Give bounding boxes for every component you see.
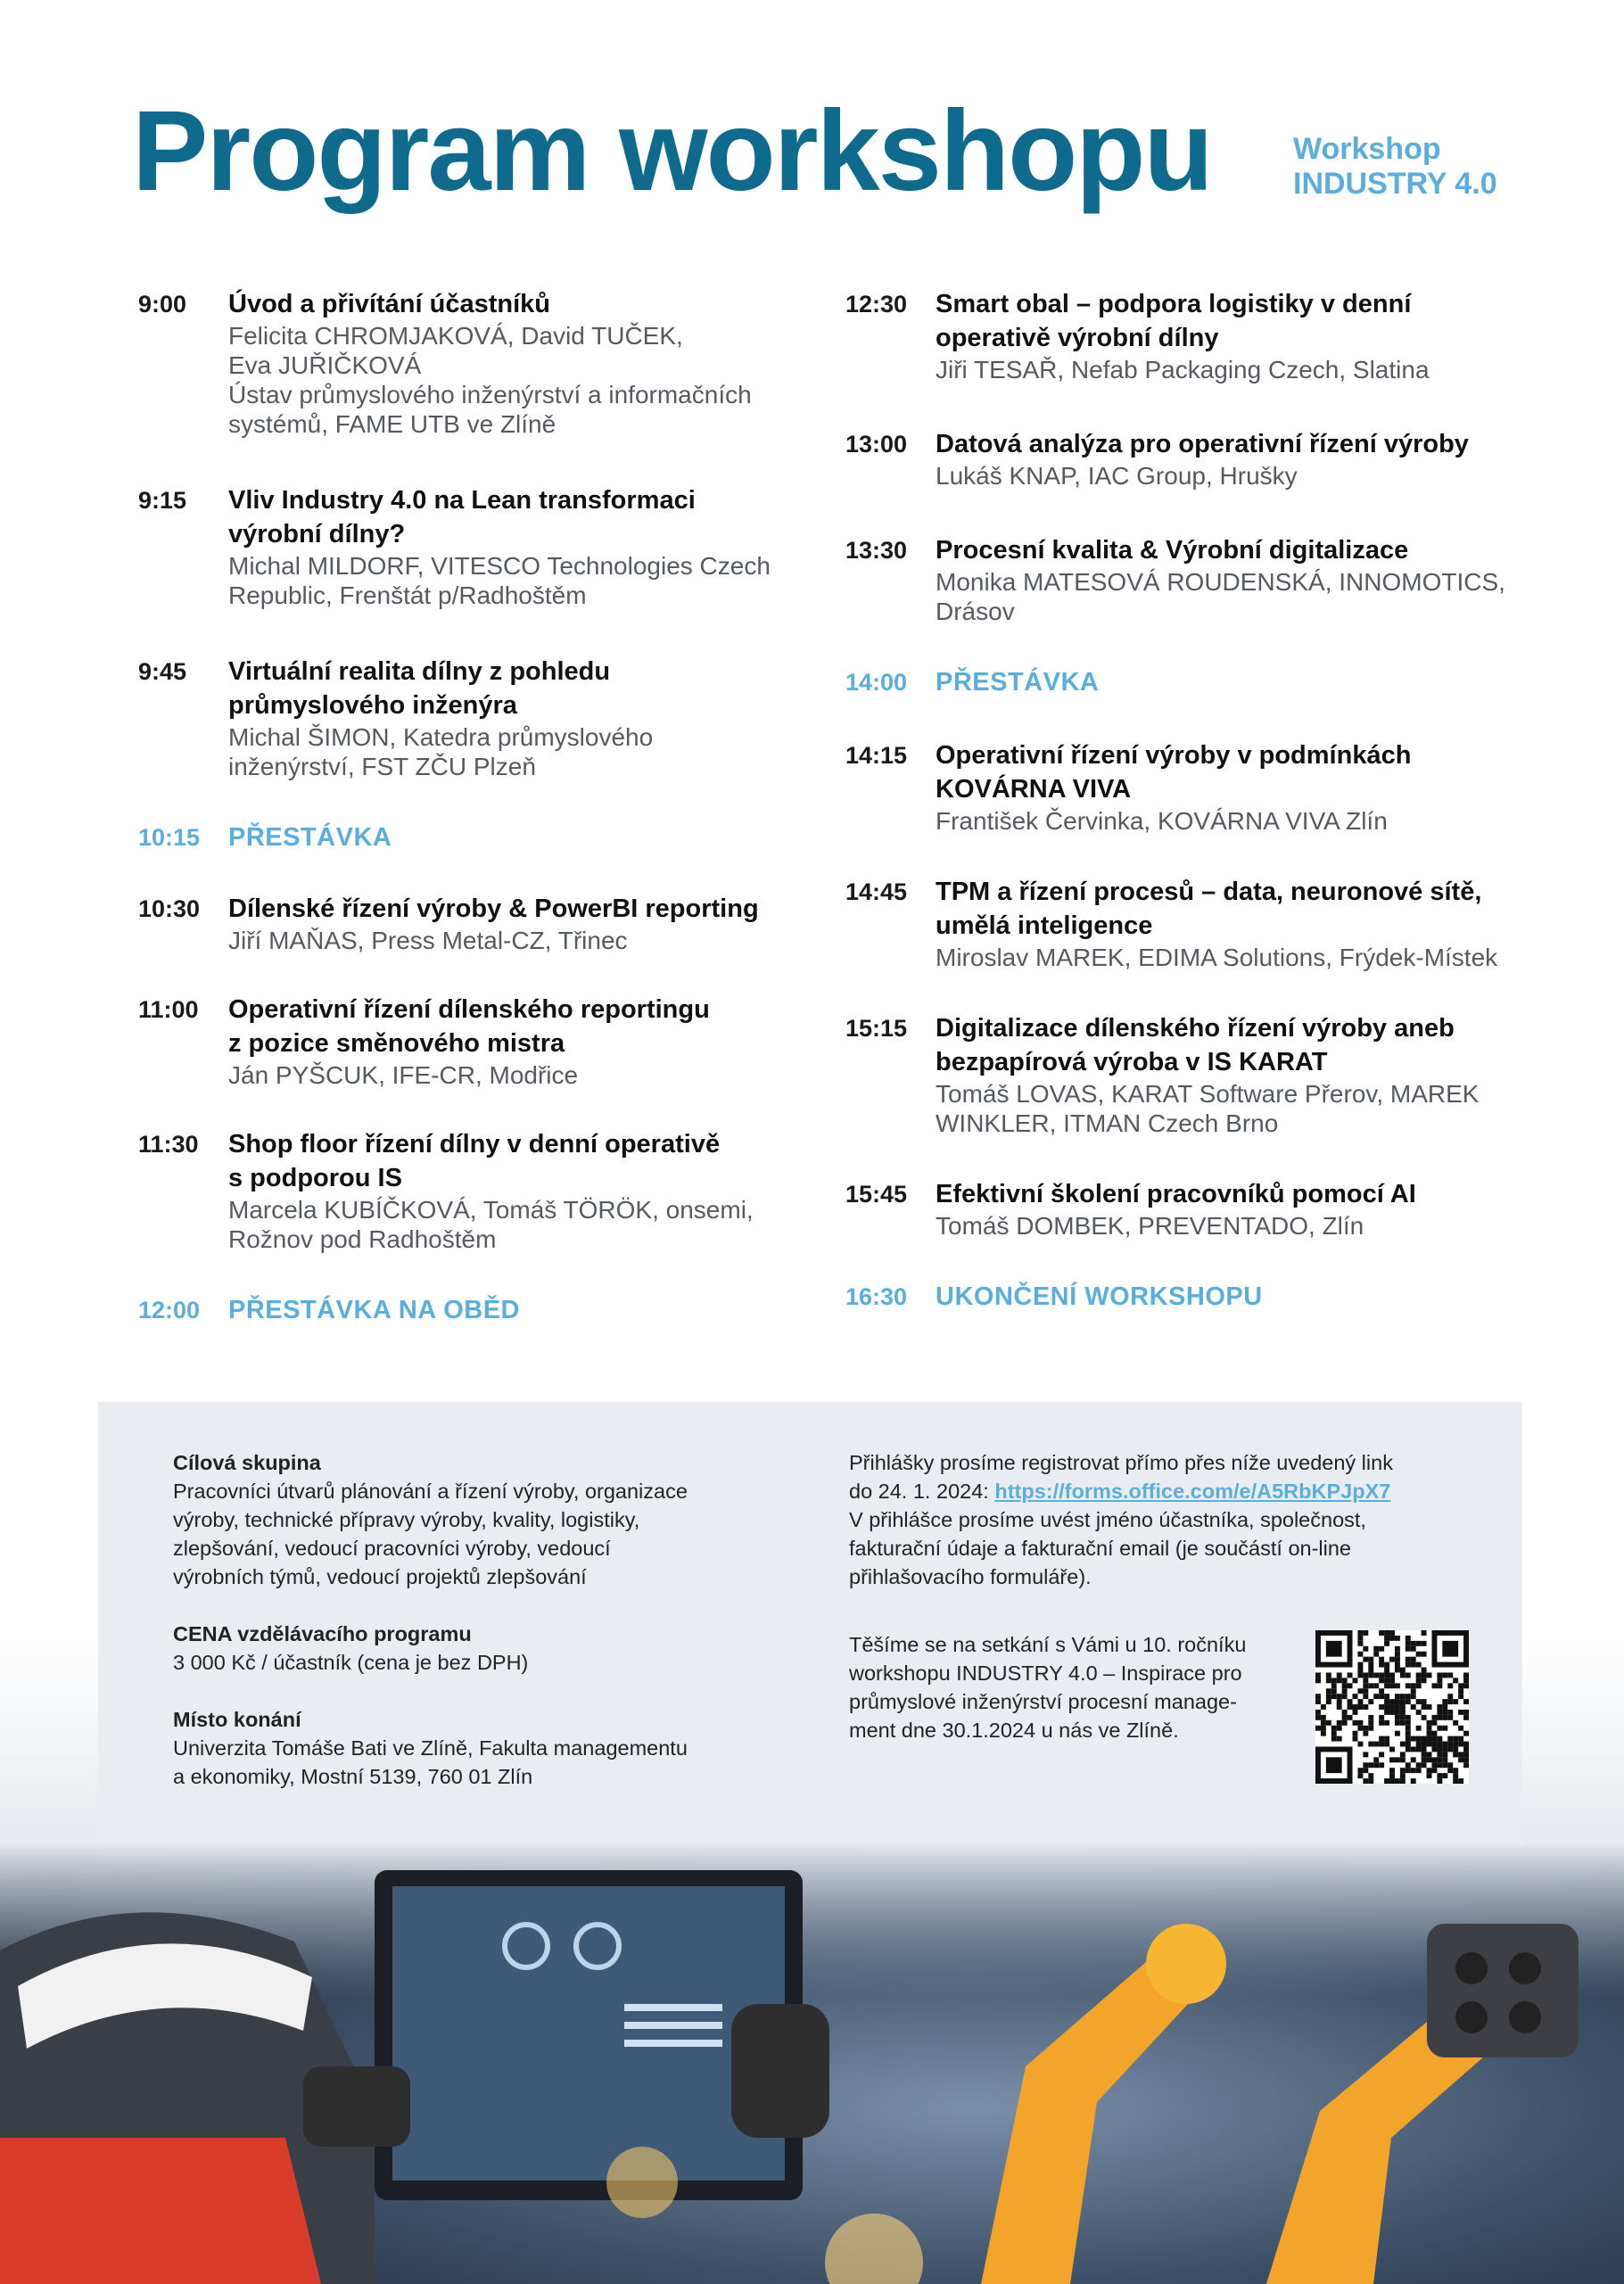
program-content [228,1293,816,1327]
target-line: Pracovníci útvarů plánování a řízení výroby, organizace [173,1480,688,1503]
venue-line: a ekonomiky, Mostní 5139, 760 01 Zlín [173,1765,533,1788]
program-detail: František Červinka, KOVÁRNA VIVA Zlín [936,807,1388,835]
break-item [845,1280,1523,1314]
program-title: Virtuální realita dílny z pohledu [228,657,611,686]
program-content [936,1280,1523,1314]
program-detail: Ústav průmyslového inženýrství a informačních [228,381,752,408]
program-detail: Republic, Frenštát p/Radhoštěm [228,581,587,609]
program-title: Digitalizace dílenského řízení výroby aneb [936,1014,1455,1043]
program-detail: systémů, FAME UTB ve Zlíně [228,410,556,438]
reg-line: fakturační údaje a fakturační email (je součástí on-line [849,1537,1351,1560]
price-heading: CENA vzdělávacího programu [173,1622,472,1645]
program-title: Shop floor řízení dílny v denní operativě [228,1130,721,1158]
program-time: 14:00 [845,669,908,696]
program-item [845,287,1523,384]
program-item [138,287,816,439]
break-item [845,665,1523,699]
program-title: Smart obal – podpora logistiky v denní [936,290,1412,318]
program-detail: Monika MATESOVÁ ROUDENSKÁ, INNOMOTICS, [936,568,1505,596]
program-detail: inženýrství, FST ZČU Plzeň [228,753,536,780]
program-time: 14:45 [845,878,908,905]
workshop-tag-line2: INDUSTRY 4.0 [1293,167,1497,202]
program-detail: Ján PYŠCUK, IFE-CR, Modřice [228,1061,579,1089]
program-detail: Jiří MAŇAS, Press Metal-CZ, Třinec [228,927,628,954]
program-item [845,427,1523,491]
program-time: 11:30 [138,1131,199,1158]
program-item [845,875,1523,972]
program-time: 12:00 [138,1297,201,1323]
page-title: Program workshopu [132,87,1212,215]
program-detail: WINKLER, ITMAN Czech Brno [936,1109,1279,1137]
closing-line: Těšíme se na setkání s Vámi u 10. ročníku [849,1633,1247,1656]
program-content [936,1177,1523,1241]
program-content [228,483,816,610]
target-line: výroby, technické přípravy výroby, kvality, logistiky, [173,1508,640,1531]
reg-line: V přihlášce prosíme uvést jméno účastníka, společnost, [849,1508,1366,1531]
program-content [228,655,816,781]
program-content [228,287,816,439]
price-text: 3 000 Kč / účastník (cena je bez DPH) [173,1651,529,1674]
program-detail: Jiři TESAŘ, Nefab Packaging Czech, Slatina [936,356,1430,383]
program-time: 15:15 [845,1015,908,1042]
program-item [138,483,816,610]
program-content [228,1127,816,1254]
workshop-tag [1293,132,1497,202]
program-title: s podporou IS [228,1164,402,1192]
program-item [845,533,1523,626]
reg-line: přihlašovacího formuláře). [849,1565,1092,1588]
program-item [138,993,816,1090]
program-item [138,892,816,955]
program-title: Operativní řízení dílenského reportingu [228,995,710,1024]
program-detail: Lukáš KNAP, IAC Group, Hrušky [936,462,1298,490]
program-column-left [138,287,816,1327]
factory-robots-photo [0,1843,1624,2284]
target-line: zlepšování, vedoucí pracovníci výroby, vedoucí [173,1537,611,1560]
program-content [228,993,816,1090]
registration-link[interactable]: https://forms.office.com/e/A5RbKPJpX7 [994,1480,1391,1503]
program-title: UKONČENÍ WORKSHOPU [936,1282,1263,1311]
program-content [936,1011,1523,1138]
reg-line: Přihlášky prosíme registrovat přímo přes níže uvedený link [849,1451,1393,1474]
program-title: bezpapírová výroba v IS KARAT [936,1048,1328,1076]
factory-illustration [0,1843,1624,2284]
program-time: 14:15 [845,742,908,769]
info-panel [98,1402,1522,1843]
break-item [138,820,816,854]
program-detail: Tomáš LOVAS, KARAT Software Přerov, MAREK [936,1080,1480,1108]
break-item [138,1293,816,1327]
closing-line: workshopu INDUSTRY 4.0 – Inspirace pro [849,1661,1242,1685]
qr-code-icon[interactable] [1315,1630,1469,1784]
program-content [936,875,1523,972]
program-detail: Michal ŠIMON, Katedra průmyslového [228,723,654,751]
program-title: Operativní řízení výroby v podmínkách [936,741,1412,770]
registration-text [849,1448,1464,1591]
program-title: Procesní kvalita & Výrobní digitalizace [936,536,1409,565]
program-detail: Miroslav MAREK, EDIMA Solutions, Frýdek-Místek [936,944,1498,971]
target-line: výrobních týmů, vedoucí projektů zlepšování [173,1565,587,1588]
program-title: výrobní dílny? [228,520,406,548]
program-title: Vliv Industry 4.0 na Lean transformaci [228,486,696,515]
program-item [138,655,816,781]
program-content [936,533,1523,626]
program-title: operativě výrobní dílny [936,324,1219,352]
program-detail: Felicita CHROMJAKOVÁ, David TUČEK, [228,322,683,350]
program-title: Dílenské řízení výroby & PowerBI reporting [228,895,759,923]
program-content [936,665,1523,699]
closing-text [849,1630,1286,1744]
program-detail: Eva JUŘIČKOVÁ [228,351,422,379]
program-time: 9:45 [138,658,187,685]
program-time: 9:00 [138,291,187,317]
reg-line-link [849,1477,1464,1505]
program-content [936,287,1523,384]
program-title: KOVÁRNA VIVA [936,775,1132,804]
program-item [845,1177,1523,1241]
program-title: Efektivní školení pracovníků pomocí AI [936,1180,1416,1208]
program-title: PŘESTÁVKA [228,823,392,852]
program-title: Datová analýza pro operativní řízení výroby [936,430,1469,458]
closing-line: průmyslové inženýrství procesní manage- [849,1690,1237,1713]
program-item [845,738,1523,836]
program-time: 13:30 [845,537,908,564]
program-detail: Rožnov pod Radhoštěm [228,1225,497,1253]
program-time: 10:30 [138,895,201,922]
program-column-right [845,287,1523,1314]
program-content [228,820,816,854]
closing-line: ment dne 30.1.2024 u nás ve Zlíně. [849,1719,1179,1742]
venue-heading: Místo konání [173,1708,301,1731]
workshop-tag-line1: Workshop [1293,132,1441,166]
program-time: 15:45 [845,1181,908,1208]
program-title: z pozice směnového mistra [228,1029,565,1058]
program-time: 13:00 [845,431,908,458]
program-content [936,738,1523,836]
program-title: Úvod a přivítání účastníků [228,290,550,318]
program-detail: Drásov [936,598,1015,625]
reg-line-prefix: do 24. 1. 2024: [849,1480,995,1503]
program-title: PŘESTÁVKA [936,668,1100,697]
program-time: 9:15 [138,487,187,514]
program-detail: Tomáš DOMBEK, PREVENTADO, Zlín [936,1212,1364,1240]
program-time: 10:15 [138,824,201,851]
program-detail: Marcela KUBÍČKOVÁ, Tomáš TÖRÖK, onsemi, [228,1196,754,1224]
info-left [173,1448,762,1819]
program-item [138,1127,816,1254]
venue-line: Univerzita Tomáše Bati ve Zlíně, Fakulta managementu [173,1736,688,1760]
program-content [228,892,816,955]
program-title: PŘESTÁVKA NA OBĚD [228,1296,520,1324]
program-title: TPM a řízení procesů – data, neuronové sítě, [936,878,1482,906]
program-item [845,1011,1523,1138]
program-title: průmyslového inženýra [228,691,517,720]
program-time: 11:00 [138,996,199,1023]
program-time: 16:30 [845,1283,908,1310]
program-detail: Michal MILDORF, VITESCO Technologies Czech [228,552,771,580]
program-time: 12:30 [845,291,908,317]
target-heading: Cílová skupina [173,1451,321,1474]
program-content [936,427,1523,491]
program-title: umělá inteligence [936,911,1153,940]
